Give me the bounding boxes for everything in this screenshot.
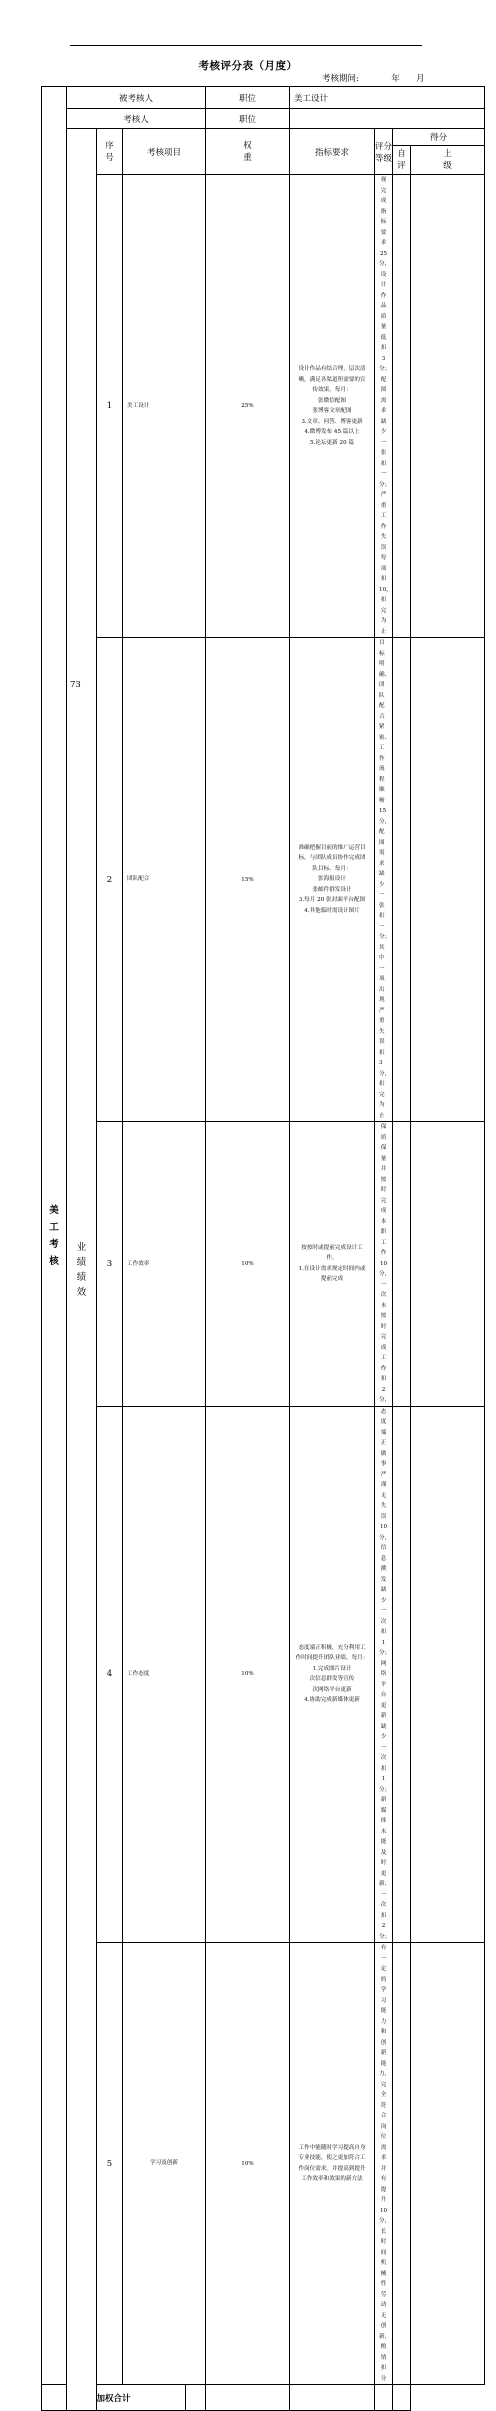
row-grades: 视完成指标要求 25 分， 设计作品质量低扣 3 分； 配图需求缺少一张扣一分； 严重工作失误每项扣 10， 扣完为止 — [375, 175, 393, 638]
total-self-cell[interactable] — [290, 2385, 375, 2411]
row-item: 工作态度 — [123, 1406, 206, 1943]
row-grades: 有一定的学习能力和创新能 力，完全符合岗位需求并有 提升 10 分，长时间机械性劳 动无创新，酌情扣分 — [375, 1943, 393, 2385]
self-score-cell[interactable] — [393, 175, 411, 638]
row-requirements: 按按时或提前完成设计工 作。 1.在设计需求规定时间内或 提前完成 — [290, 1122, 375, 1407]
row-grades: 态度端正做事严谨无失误 10 分， 信息撰发缺少一次扣 1 分； 网络平台更新缺少一次扣 1 分； 新媒体未能及时更新，一次 扣 2 分； — [375, 1406, 393, 1943]
category-cell — [42, 87, 67, 2385]
row-item: 工作效率 — [123, 1122, 206, 1407]
self-score-cell[interactable] — [393, 1406, 411, 1943]
self-score-cell[interactable] — [393, 1122, 411, 1407]
row-item: 美工设计 — [123, 175, 206, 638]
examiner-label: 考核人 — [67, 109, 206, 129]
row-weight: 10% — [206, 1122, 290, 1407]
position-label: 职位 — [206, 87, 290, 109]
self-score-cell[interactable] — [393, 1943, 411, 2385]
examinee-row — [42, 87, 485, 109]
total-grade-cell — [206, 2385, 290, 2411]
row-seq: 1 — [97, 175, 123, 638]
row-item: 学习及创新 — [123, 1943, 206, 2385]
row-seq: 2 — [97, 638, 123, 1122]
position-value[interactable]: 美工设计 — [290, 87, 485, 109]
row-weight: 25% — [206, 175, 290, 638]
row-grades: 保质保量并按时完成本职工 作 10 分， 一次未按时完成工作扣 2 分， — [375, 1122, 393, 1407]
examiner-row — [42, 109, 485, 129]
col-seq: 序号 — [97, 129, 123, 175]
table-row — [42, 638, 485, 1122]
row-seq: 5 — [97, 1943, 123, 2385]
superior-score-cell[interactable] — [411, 638, 485, 1122]
row-item: 团队配合 — [123, 638, 206, 1122]
total-superior-cell[interactable] — [375, 2385, 393, 2411]
examiner-position-value[interactable] — [290, 109, 485, 129]
year-label: 年 — [391, 74, 400, 84]
evaluation-table — [41, 86, 485, 2411]
col-indicator: 指标要求 — [290, 129, 375, 175]
total-result-cell[interactable] — [393, 2385, 411, 2411]
row-requirements: 态度端正积极，充分利用工 作时间提升团队业绩。每月： 1.完成图片设计 次信息群发等宣传 次网络平台更新 4.协助完成新媒体更新 — [290, 1406, 375, 1943]
col-item: 考核项目 — [123, 129, 206, 175]
row-weight: 15% — [206, 638, 290, 1122]
row-grades: 目标明确、团队配合紧密、 工作流程顺畅 15 分， 配图需求缺少一张扣一分； 其中一项出现严重失误扣 3 分，扣完为止 — [375, 638, 393, 1122]
examinee-label: 被考核人 — [67, 87, 206, 109]
category-label: 美工考核 — [49, 1204, 59, 1267]
month-label: 月 — [416, 74, 425, 84]
row-weight: 10% — [206, 1406, 290, 1943]
total-indicator-cell — [186, 2385, 206, 2411]
page-title: 考核评分表（月度） — [198, 60, 298, 72]
period-line — [322, 72, 425, 84]
row-seq: 4 — [97, 1406, 123, 1943]
table-row — [42, 1122, 485, 1407]
period-label: 考核期间: — [322, 74, 359, 84]
row-requirements: 准确把握目前的推广运营目 标，与团队成员协作完成团 队目标。每月： 张海报设计 张邮件群发设计 3.每月 20 张封面平台配图 4.其他临时需设计图片 — [290, 638, 375, 1122]
row-weight: 10% — [206, 1943, 290, 2385]
column-header-row-1 — [42, 129, 485, 146]
total-label: 加权合计 — [42, 2385, 186, 2411]
col-grade: 评分等级 — [375, 129, 393, 175]
group-label: 业绩绩效 — [76, 1241, 87, 1298]
col-score: 得分 — [393, 129, 485, 146]
examiner-position-label: 职位 — [206, 109, 290, 129]
row-seq: 3 — [97, 1122, 123, 1407]
table-row — [42, 1943, 485, 2385]
page-number: 73 — [70, 680, 81, 690]
table-row — [42, 175, 485, 638]
group-cell — [67, 129, 97, 2411]
superior-score-cell[interactable] — [411, 1943, 485, 2385]
self-score-cell[interactable] — [393, 638, 411, 1122]
superior-score-cell[interactable] — [411, 1122, 485, 1407]
row-requirements: 工作中能随时学习提高自身 专业技能，使之更加符合工 作岗位需求。并提高到提升 工作效率和效果的新方法 — [290, 1943, 375, 2385]
table-row — [42, 1406, 485, 1943]
superior-score-cell[interactable] — [411, 175, 485, 638]
superior-score-cell[interactable] — [411, 1406, 485, 1943]
col-self: 自评 — [393, 146, 411, 175]
total-row — [42, 2385, 485, 2411]
col-superior: 上级 — [411, 146, 485, 175]
row-requirements: 设计作品有结合理，层次清 晰，满足各渠道所需要的宣 传效果。每月： 张微信配图 张博客文章配图 3.文章、问答、博客更新 4.微博发布 45 篇以上 5.论坛更新 20 篇 — [290, 175, 375, 638]
col-weight: 权重 — [206, 129, 290, 175]
header-rule — [70, 45, 422, 46]
